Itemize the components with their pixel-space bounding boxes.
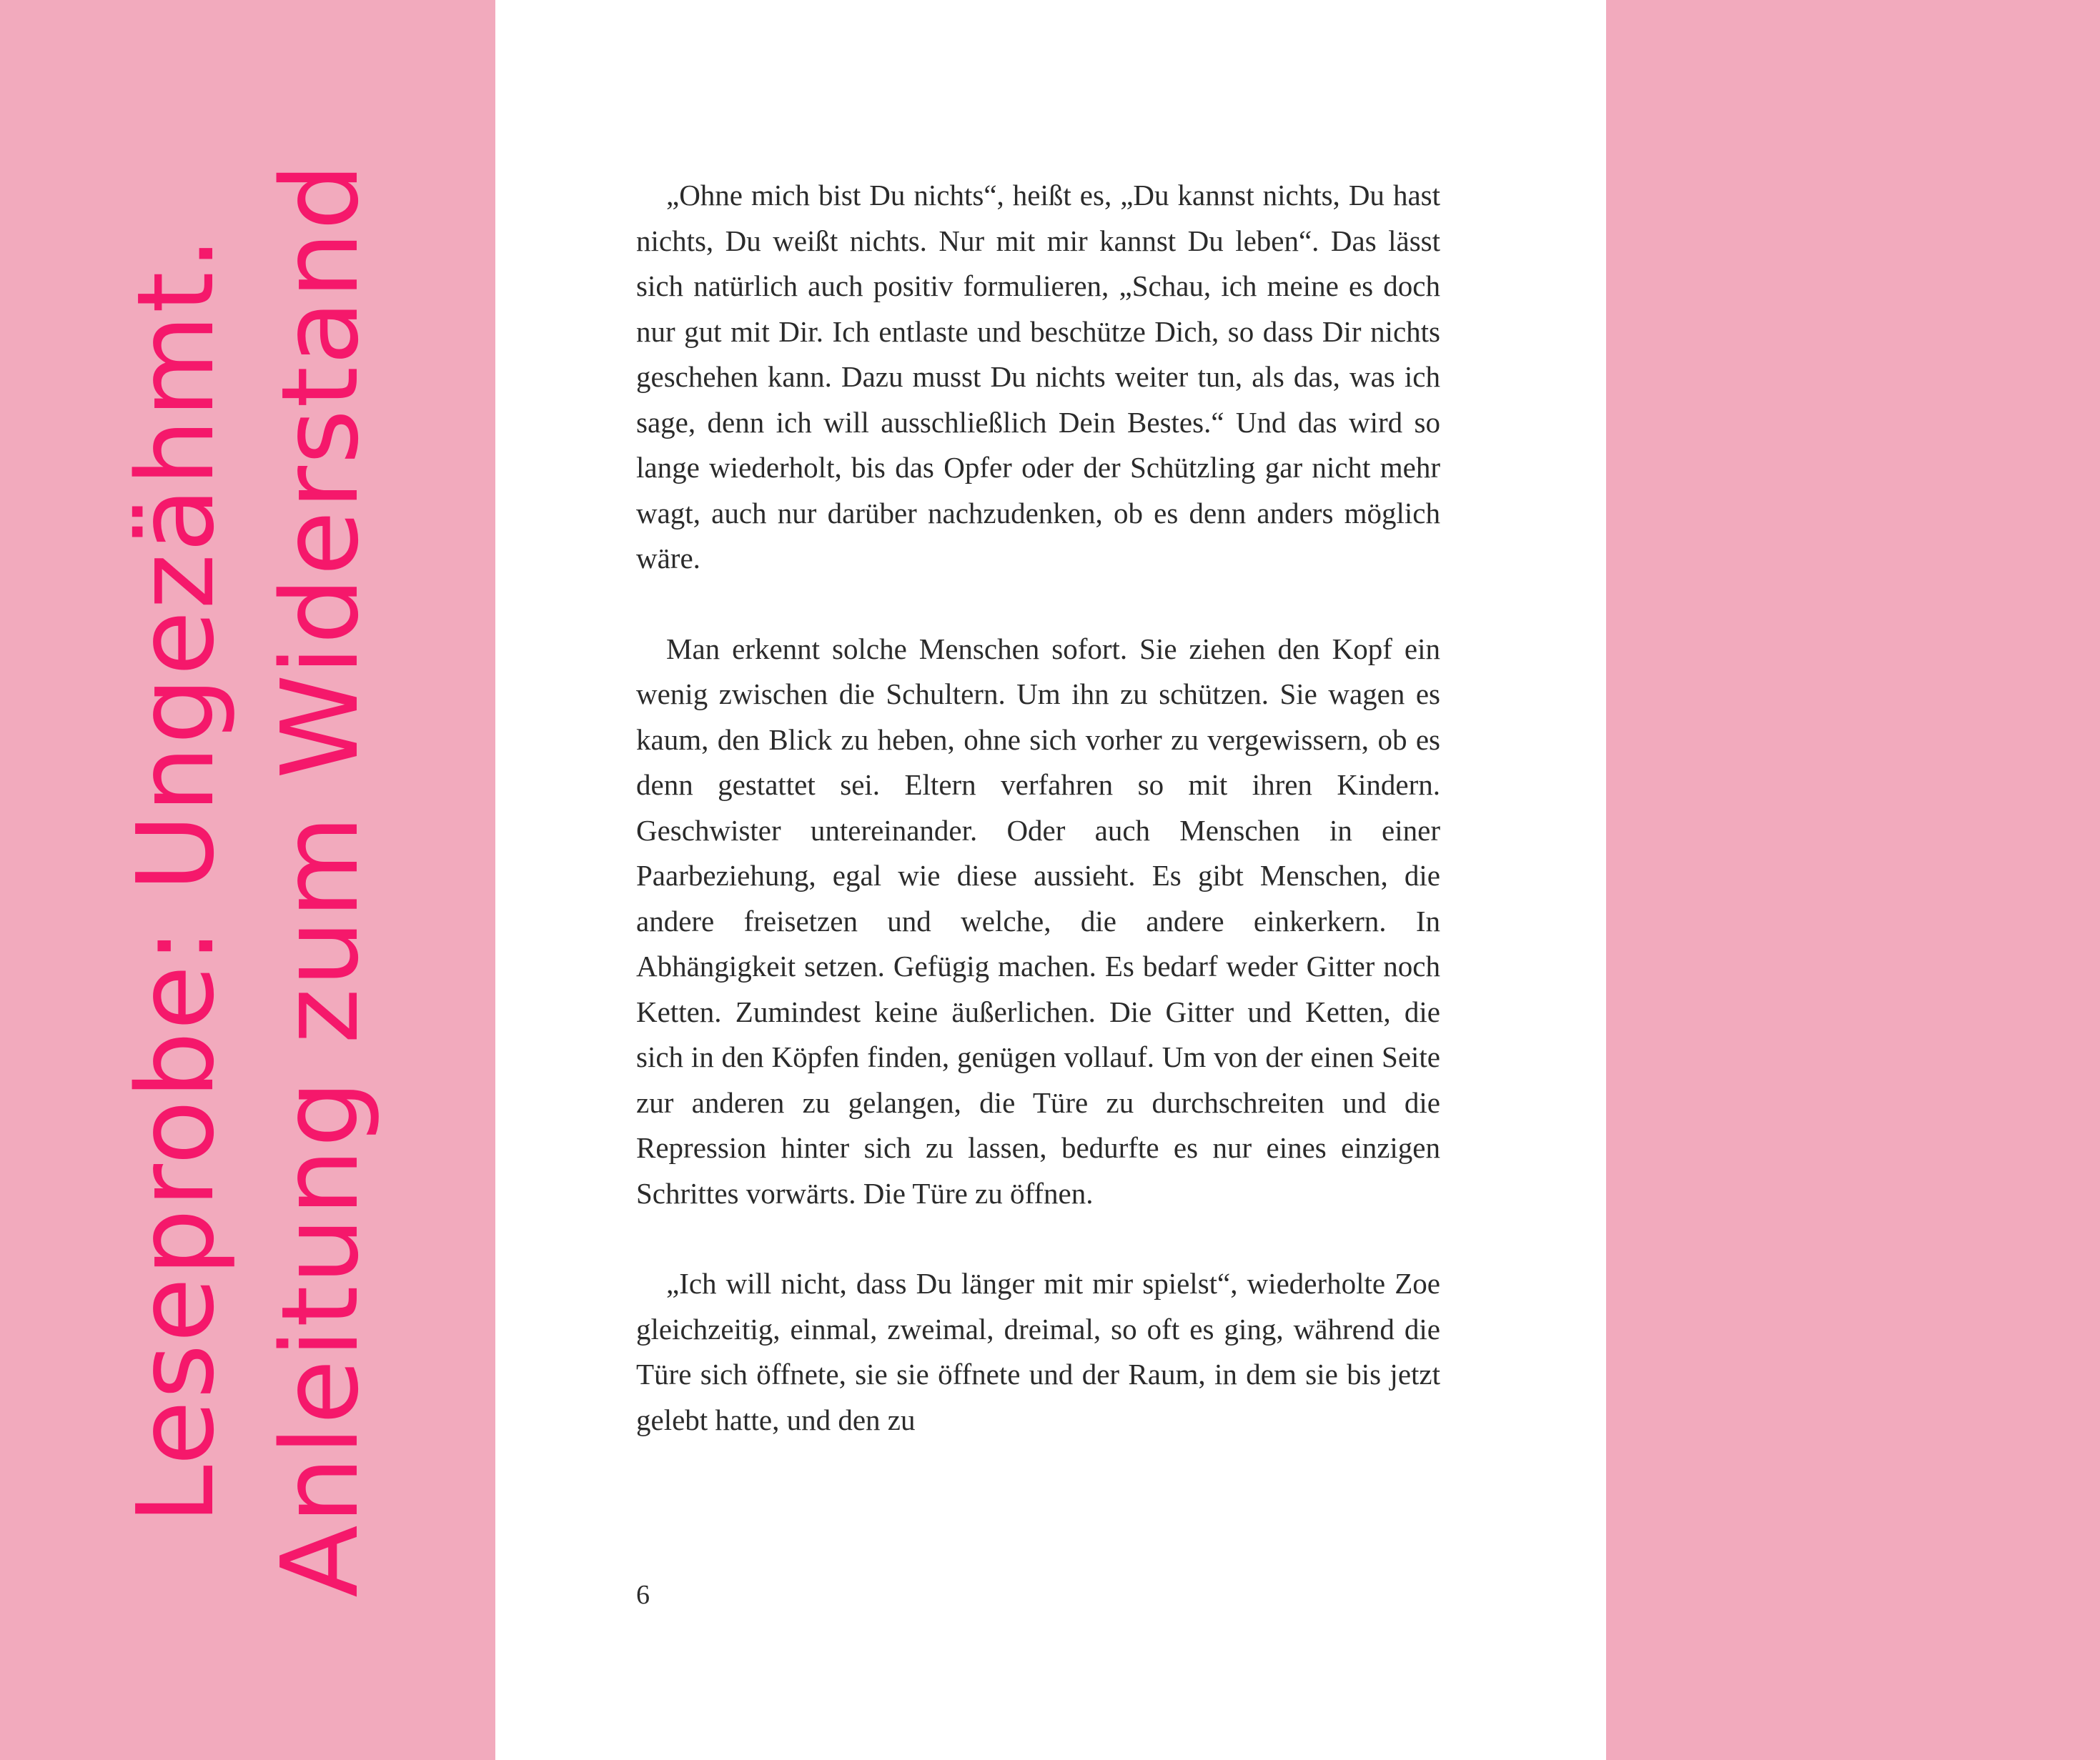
right-pink-panel: [1606, 0, 2100, 1760]
paragraph-1: „Ohne mich bist Du nichts“, heißt es, „Du kannst nichts, Du hast nichts, Du weißt nichts. Nur mit mir kannst Du leben“. Das lässt sich natürlich auch positiv formulieren, „Schau, ich meine es doch nur gut mit Dir. Ich entlaste und beschütze Dich, so dass Dir nichts geschehen kann. Dazu musst Du nichts weiter tun, als das, was ich sage, denn ich will ausschließlich Dein Bestes.“ Und das wird so lange wiederholt, bis das Opfer oder der Schützling gar nicht mehr wagt, auch nur darüber nachzudenken, ob es denn anders möglich wäre.: [636, 179, 1440, 575]
title-line-2: Anleitung zum Widerstand: [259, 161, 382, 1598]
left-pink-panel: [0, 0, 495, 1760]
vertical-title: [104, 101, 392, 1659]
book-text: [636, 173, 1440, 1443]
paragraph-3: „Ich will nicht, dass Du länger mit mir spielst“, wiederholte Zoe gleichzeitig, einmal, zweimal, dreimal, so oft es ging, während die Türe sich öffnete, sie sie öffnete und der Raum, in dem sie bis jetzt gelebt hatte, und den zu: [636, 1267, 1440, 1436]
paragraph-2: Man erkennt solche Menschen sofort. Sie ziehen den Kopf ein wenig zwischen die Schultern. Um ihn zu schützen. Sie wagen es kaum, den Blick zu heben, ohne sich vorher zu vergewissern, ob es denn gestattet sei. Eltern verfahren so mit ihren Kindern. Geschwister untereinander. Oder auch Menschen in einer Paarbeziehung, egal wie diese aussieht. Es gibt Menschen, die andere freisetzen und welche, die andere einkerkern. In Abhängigkeit setzen. Gefügig machen. Es bedarf weder Gitter noch Ketten. Zumindest keine äußerlichen. Die Gitter und Ketten, die sich in den Köpfen finden, genügen vollauf. Um von der einen Seite zur anderen zu gelangen, die Türe zu durchschreiten und die Repression hinter sich zu lassen, bedurfte es nur eines einzigen Schrittes vorwärts. Die Türe zu öffnen.: [636, 632, 1440, 1210]
page-number: 6: [636, 1580, 650, 1610]
title-line-1: Leseprobe: Ungezähmt.: [114, 235, 237, 1524]
